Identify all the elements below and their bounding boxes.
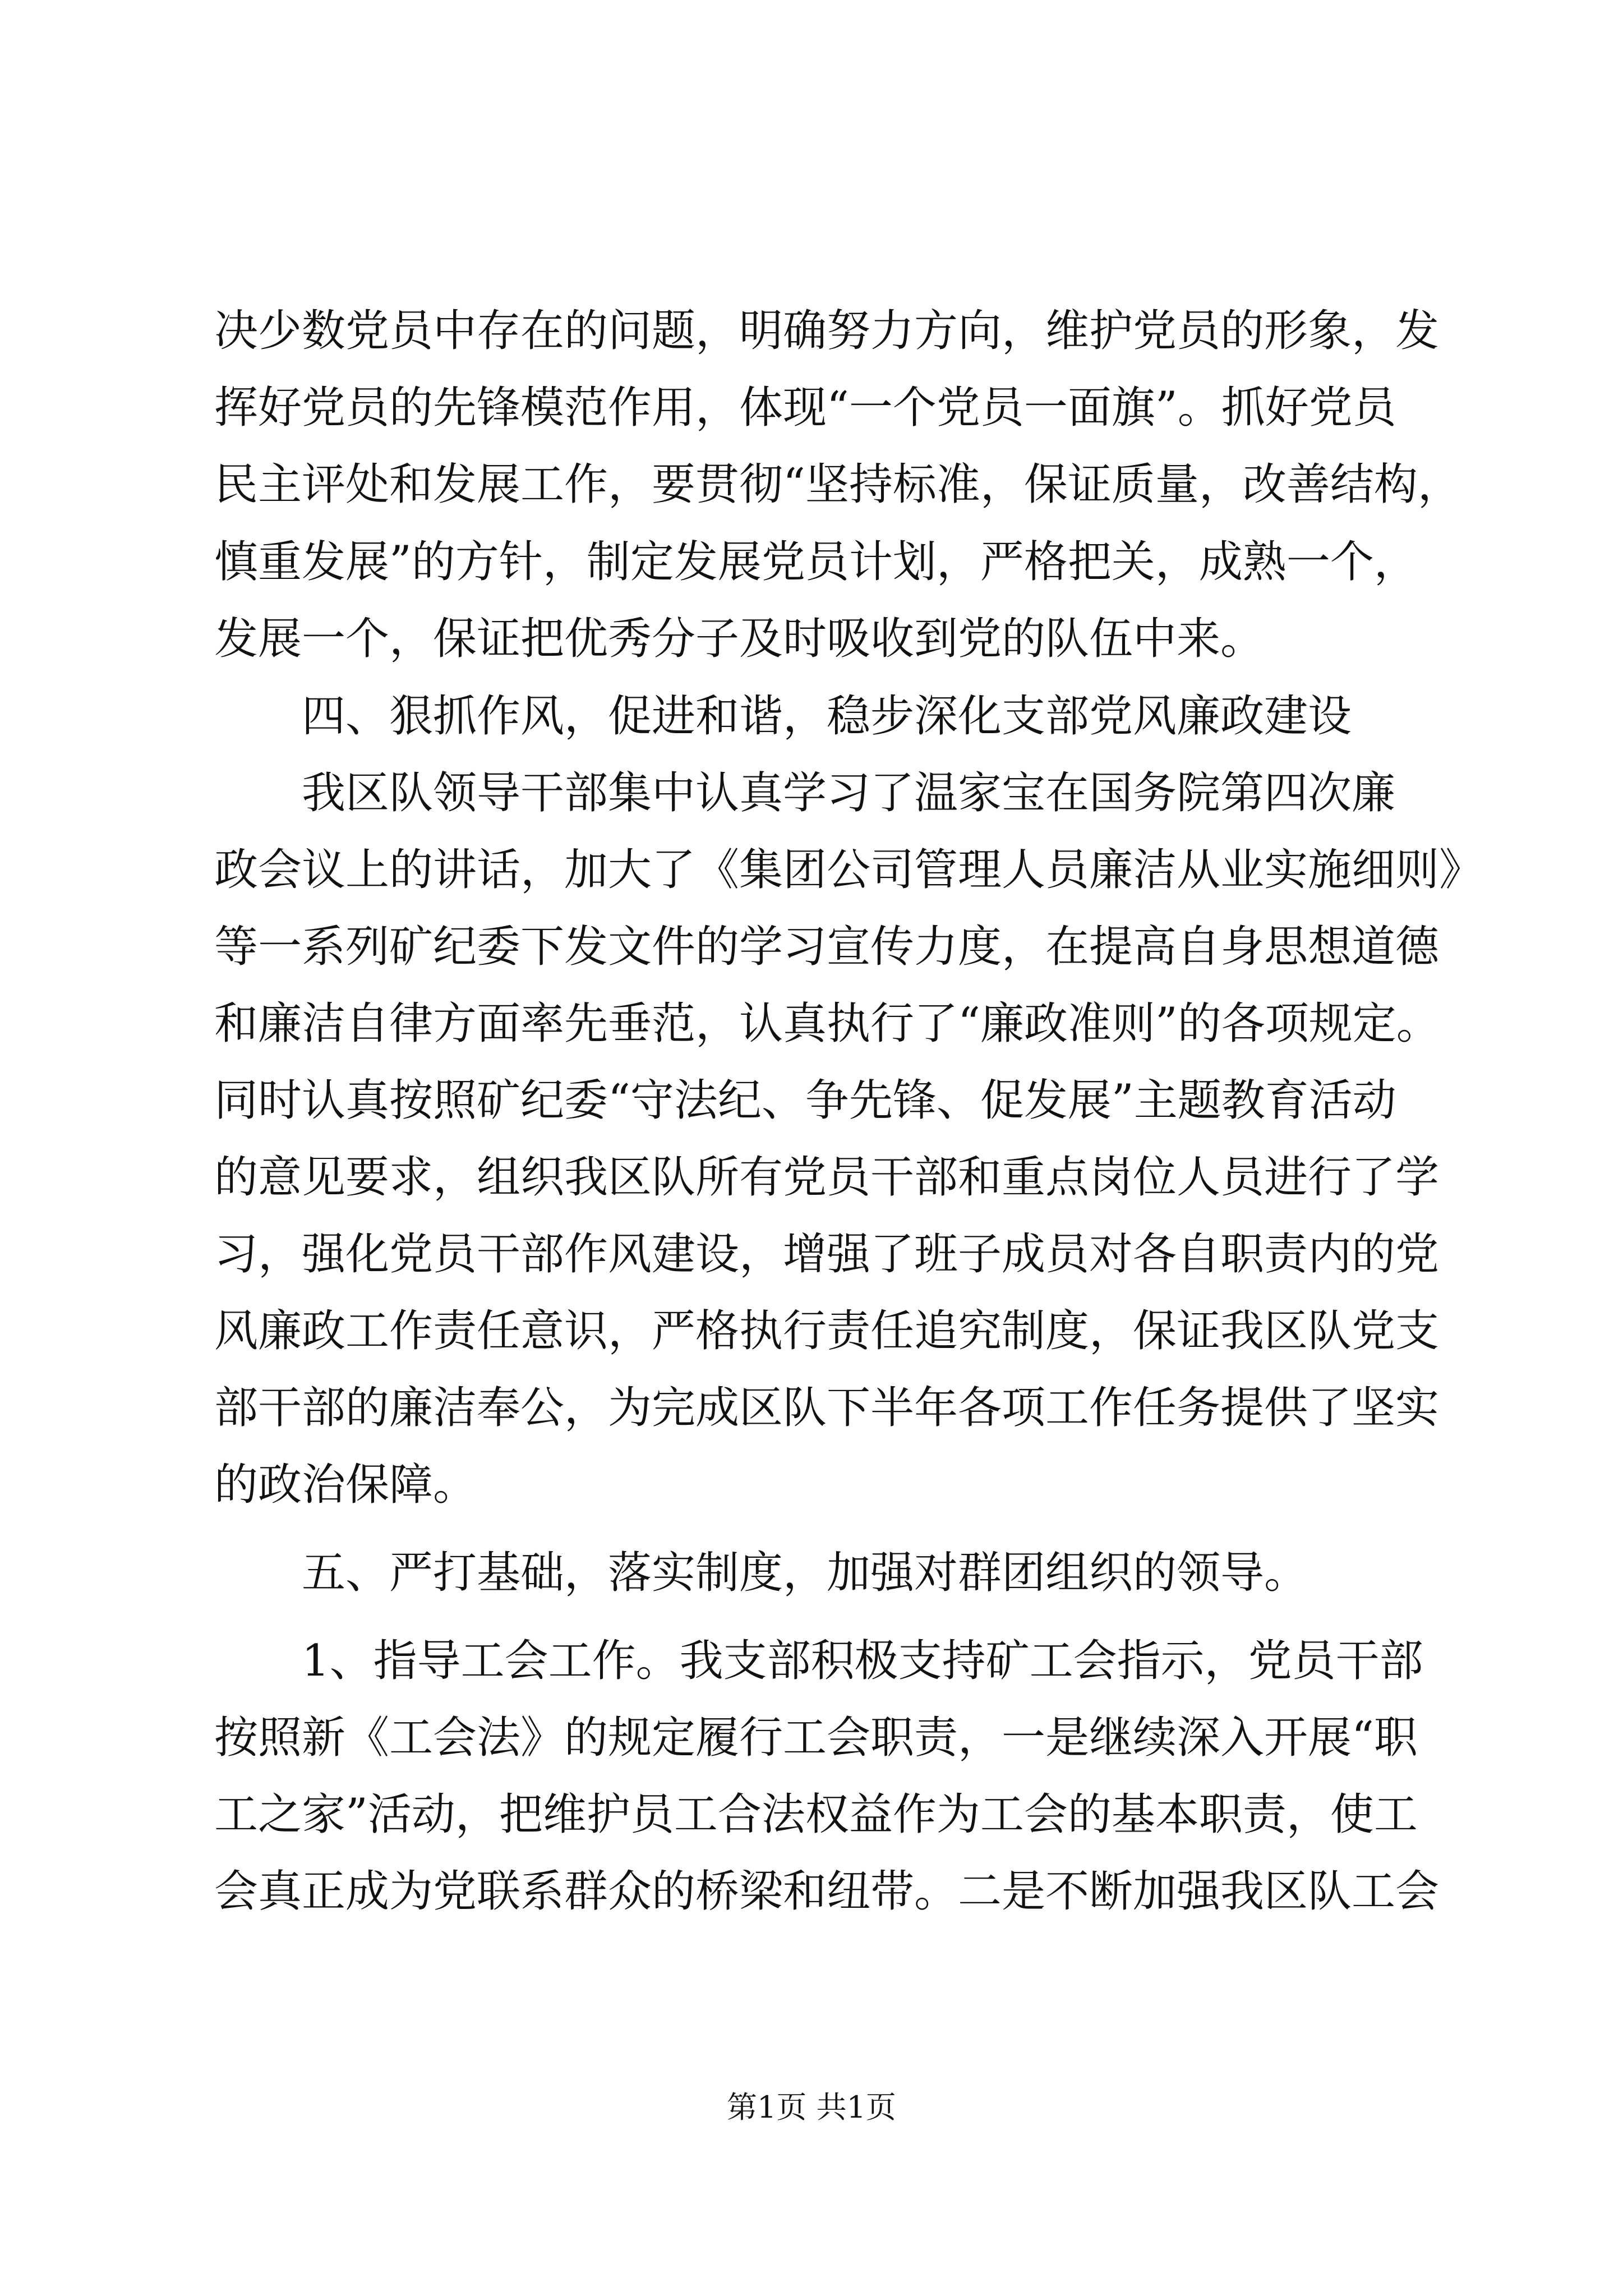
text-line-21: 会真正成为党联系群众的桥梁和纽带。二是不断加强我区队工会 [214,1866,1440,1917]
text-line-5: 发展一个，保证把优秀分子及时吸收到党的队伍中来。 [214,614,1265,664]
text-line-14: 风廉政工作责任意识，严格执行责任追究制度，保证我区队党支 [214,1306,1440,1356]
text-line-12: 的意见要求，组织我区队所有党员干部和重点岗位人员进行了学 [214,1152,1440,1203]
section-heading-5: 五、严打基础，落实制度，加强对群团组织的领导。 [302,1548,1308,1598]
text-line-15: 部干部的廉洁奉公，为完成区队下半年各项工作任务提供了坚实 [214,1383,1440,1433]
text-line-8: 政会议上的讲话，加大了《集团公司管理人员廉洁从业实施细则》 [214,845,1483,895]
text-line-20: 工之家”活动，把维护员工合法权益作为工会的基本职责，使工 [214,1789,1418,1840]
section-heading-4: 四、狠抓作风，促进和谐，稳步深化支部党风廉政建设 [302,691,1352,742]
text-line-19: 按照新《工会法》的规定履行工会职责，一是继续深入开展“职 [214,1713,1418,1763]
text-line-11: 同时认真按照矿纪委“守法纪、争先锋、促发展”主题教育活动 [214,1075,1396,1126]
text-line-18: 1、指导工会工作。我支部积极支持矿工会指示，党员干部 [302,1636,1423,1686]
text-line-10: 和廉洁自律方面率先垂范，认真执行了“廉政准则”的各项规定。 [214,999,1440,1049]
text-line-7: 我区队领导干部集中认真学习了温家宝在国务院第四次廉 [302,768,1396,818]
text-line-4: 慎重发展”的方针，制定发展党员计划，严格把关，成熟一个， [214,537,1418,587]
text-line-16: 的政治保障。 [214,1460,477,1510]
text-line-1: 决少数党员中存在的问题，明确努力方向，维护党员的形象，发 [214,306,1440,356]
text-line-2: 挥好党员的先锋模范作用，体现“一个党员一面旗”。抓好党员 [214,383,1396,433]
text-line-13: 习，强化党员干部作风建设，增强了班子成员对各自职责内的党 [214,1229,1440,1280]
text-line-9: 等一系列矿纪委下发文件的学习宣传力度，在提高自身思想道德 [214,922,1440,972]
page-footer: 第1页 共1页 [727,2090,896,2125]
text-line-3: 民主评处和发展工作，要贯彻“坚持标准，保证质量，改善结构， [214,459,1461,510]
